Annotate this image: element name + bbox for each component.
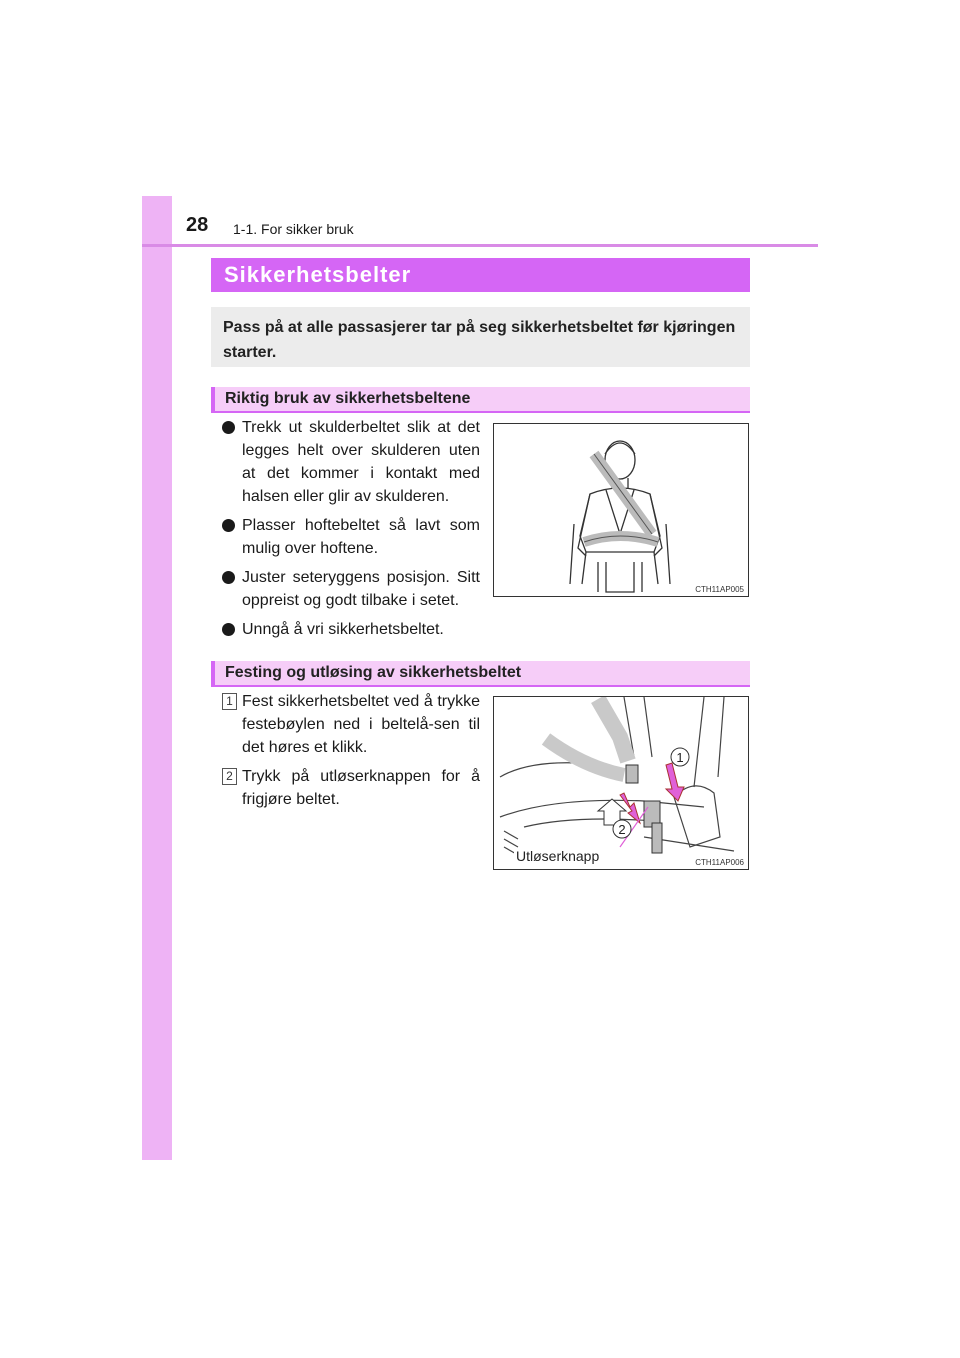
side-color-band (142, 196, 172, 1160)
bullet-icon (222, 421, 235, 434)
header-tab (142, 196, 172, 246)
intro-text: Pass på at alle passasjerer tar på seg sikkerhetsbeltet før kjøringen starter. (223, 319, 736, 361)
page-number: 28 (186, 214, 209, 236)
step-number-badge: 1 (222, 693, 237, 710)
list-item: Juster seteryggens posisjon. Sitt oppreist og godt tilbake i setet. (222, 566, 480, 612)
intro-box (211, 307, 750, 367)
figure-code: CTH11AP006 (695, 858, 744, 867)
list-item: Unngå å vri sikkerhetsbeltet. (222, 618, 480, 641)
subheading-bar-fastening (211, 661, 750, 687)
bullet-icon (222, 623, 235, 636)
subheading-usage: Riktig bruk av sikkerhetsbeltene (225, 390, 471, 407)
section-title: Sikkerhetsbelter (224, 262, 412, 287)
buckle-figure (493, 696, 749, 870)
buckle-illustration (494, 697, 750, 871)
header-rule (142, 244, 818, 247)
figure-code: CTH11AP005 (695, 585, 744, 594)
list-item: Plasser hoftebeltet så lavt som mulig over hoftene. (222, 514, 480, 560)
subheading-bar-usage (211, 387, 750, 413)
bullet-icon (222, 519, 235, 532)
running-head: 1-1. For sikker bruk (233, 221, 354, 237)
seated-person-figure (493, 423, 749, 597)
marker-1: 1 (676, 750, 684, 765)
seated-person-illustration (494, 424, 750, 598)
subheading-fastening: Festing og utløsing av sikkerhetsbeltet (225, 664, 522, 681)
list-item: 1 Fest sikkerhetsbeltet ved å trykke festebøylen ned i beltelå-sen til det høres et klikk. (222, 690, 480, 759)
fastening-steps (222, 690, 480, 817)
usage-bullet-list (222, 416, 480, 647)
step-number-badge: 2 (222, 768, 237, 785)
bullet-icon (222, 571, 235, 584)
marker-2: 2 (618, 822, 626, 837)
list-item: 2 Trykk på utløserknappen for å frigjøre beltet. (222, 765, 480, 811)
release-button-callout: Utløserknapp (516, 848, 600, 864)
list-item: Trekk ut skulderbeltet slik at det legges helt over skulderen uten at det kommer i kontakt med halsen eller glir av skulderen. (222, 416, 480, 508)
section-title-bar (211, 258, 750, 292)
